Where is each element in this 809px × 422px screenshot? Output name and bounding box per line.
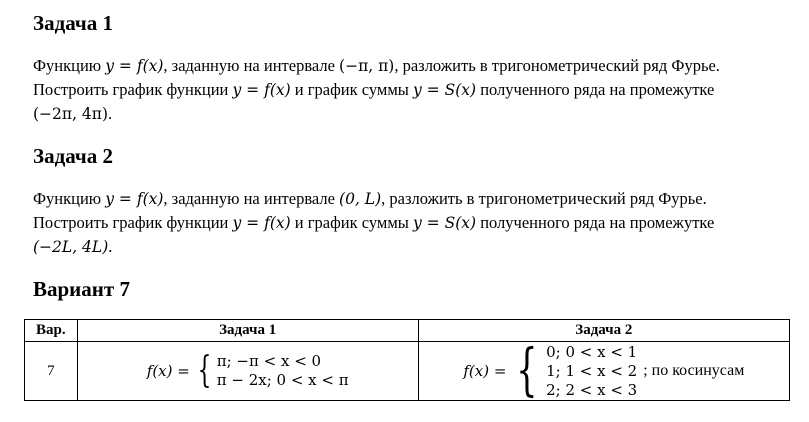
table-header-row (25, 320, 790, 342)
function-formula: y = f(x) (105, 190, 164, 208)
range-formula: (−2L, 4L) (33, 238, 109, 256)
range-formula: (−2π, 4π) (33, 105, 109, 123)
variant-number: 7 (25, 342, 78, 401)
header-task1: Задача 1 (77, 320, 418, 342)
variants-table (24, 319, 790, 401)
task2-line1: Функцию y = f(x), заданную на интервале (0, L), разложить в тригонометрический ряд Фурье. (33, 189, 707, 208)
task1-piecewise-formula (147, 352, 349, 390)
variant-heading: Вариант 7 (33, 277, 130, 301)
case-line: 1; 1 < x < 2 (546, 361, 638, 380)
case-line: 2; 2 < x < 3 (546, 380, 638, 399)
interval-formula: (−π, π) (339, 57, 395, 75)
sum-formula: y = S(x) (413, 81, 477, 99)
task1-line3: (−2π, 4π). (33, 104, 113, 123)
task2-text (33, 187, 793, 259)
task2-heading: Задача 2 (33, 144, 113, 168)
task2-piecewise-formula (463, 338, 745, 403)
function-formula: y = f(x) (105, 57, 164, 75)
case-line: π − 2x; 0 < x < π (216, 371, 349, 389)
task1-cases (217, 352, 349, 390)
table-row (25, 342, 790, 401)
task1-lhs: f(x) = (146, 362, 190, 380)
task2-lhs: f(x) = (463, 362, 507, 380)
task2-line2: Построить график функции y = f(x) и график суммы y = S(x) полученного ряда на промежутке (33, 213, 715, 232)
sum-formula: y = S(x) (413, 214, 477, 232)
task1-heading: Задача 1 (33, 11, 113, 35)
task1-line2: Построить график функции y = f(x) и график суммы y = S(x) полученного ряда на промежутке (33, 80, 715, 99)
task1-text (33, 54, 793, 126)
task2-line3: (−2L, 4L). (33, 237, 113, 256)
cosine-note: ; по косинусам (643, 362, 745, 379)
function-formula: y = f(x) (232, 214, 291, 232)
function-formula: y = f(x) (232, 81, 291, 99)
header-variant: Вар. (25, 320, 78, 342)
task2-formula-cell (418, 338, 789, 403)
left-brace-icon: { (516, 338, 538, 403)
case-line: 0; 0 < x < 1 (546, 342, 638, 361)
case-line: π; −π < x < 0 (216, 352, 322, 370)
interval-formula: (0, L) (339, 190, 382, 208)
task2-cases (546, 343, 637, 400)
task1-line1: Функцию y = f(x), заданную на интервале (−π, π), разложить в тригонометрический ряд Фурье. (33, 56, 720, 75)
left-brace-icon: { (197, 350, 212, 391)
header-task2: Задача 2 (418, 320, 789, 342)
task1-formula-cell (77, 342, 418, 401)
